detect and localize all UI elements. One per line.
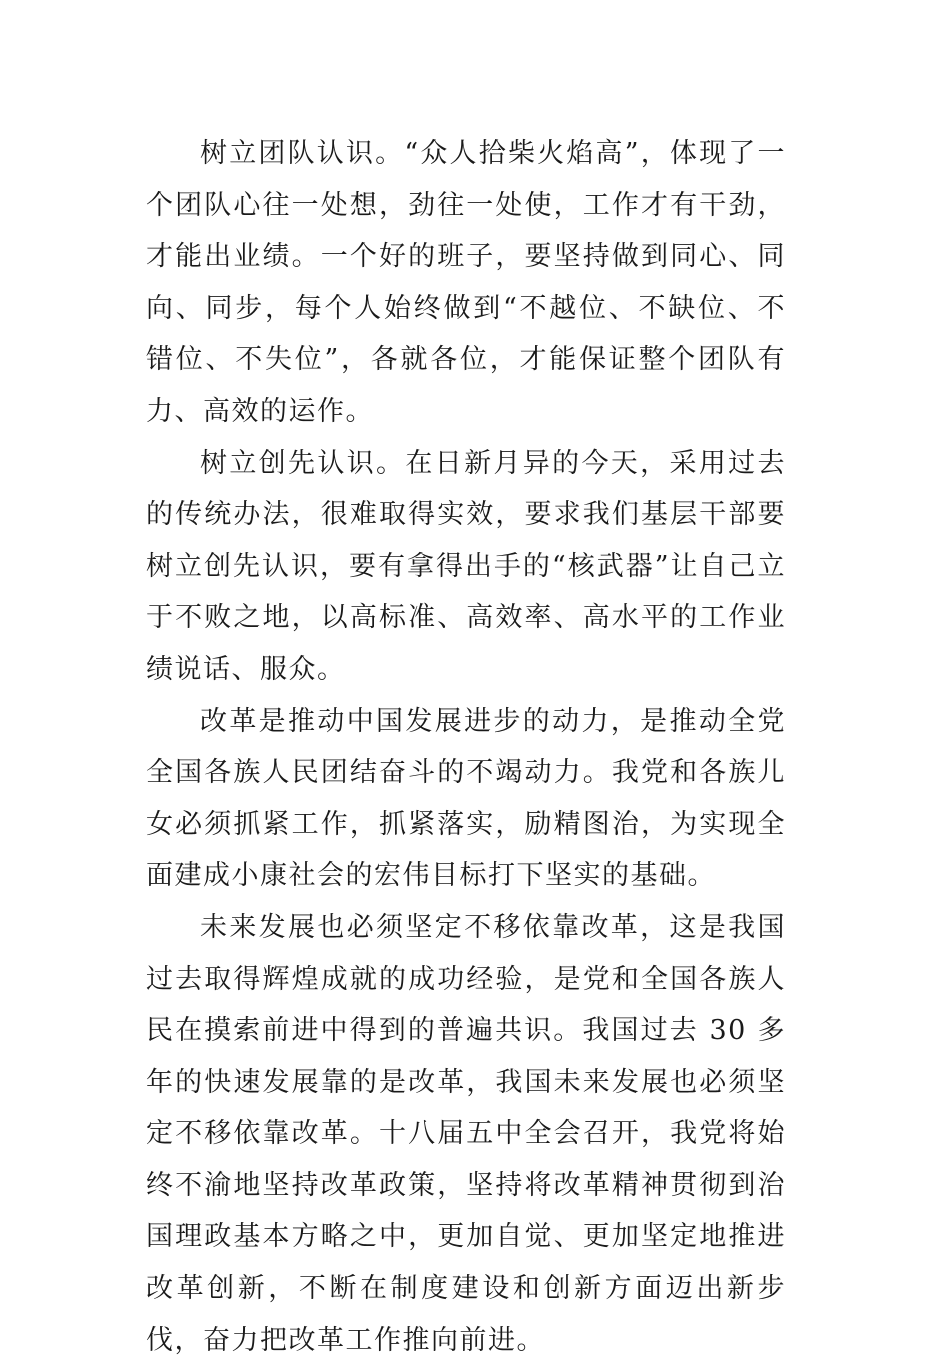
paragraph-team-awareness: 树立团队认识。“众人拾柴火焰高”，体现了一个团队心往一处想，劲往一处使，工作才有干劲，才能出业绩。一个好的班子，要坚持做到同心、同向、同步，每个人始终做到“不越位、不缺位、不错位、不失位”，各就各位，才能保证整个团队有力、高效的运作。: [146, 138, 786, 427]
paragraph-reform-driving-force: 改革是推动中国发展进步的动力，是推动全党全国各族人民团结奋斗的不竭动力。我党和各族儿女必须抓紧工作，抓紧落实，励精图治，为实现全面建成小康社会的宏伟目标打下坚实的基础。: [146, 705, 786, 892]
paragraph-future-reform: 未来发展也必须坚定不移依靠改革，这是我国过去取得辉煌成就的成功经验，是党和全国各族人民在摸索前进中得到的普遍共识。我国过去 30 多年的快速发展靠的是改革，我国未来发展也必须坚定不移依靠改革。十八届五中全会召开，我党将始终不渝地坚持改革政策，坚持将改革精神贯彻到治国理政基本方略之中，更加自觉、更加坚定地推进改革创新，不断在制度建设和创新方面迈出新步伐，奋力把改革工作推向前进。: [146, 911, 786, 1356]
paragraph-innovation-awareness: 树立创先认识。在日新月异的今天，采用过去的传统办法，很难取得实效，要求我们基层干部要树立创先认识，要有拿得出手的“核武器”让自己立于不败之地，以高标准、高效率、高水平的工作业绩说话、服众。: [146, 447, 786, 685]
document-body: [146, 128, 786, 1366]
